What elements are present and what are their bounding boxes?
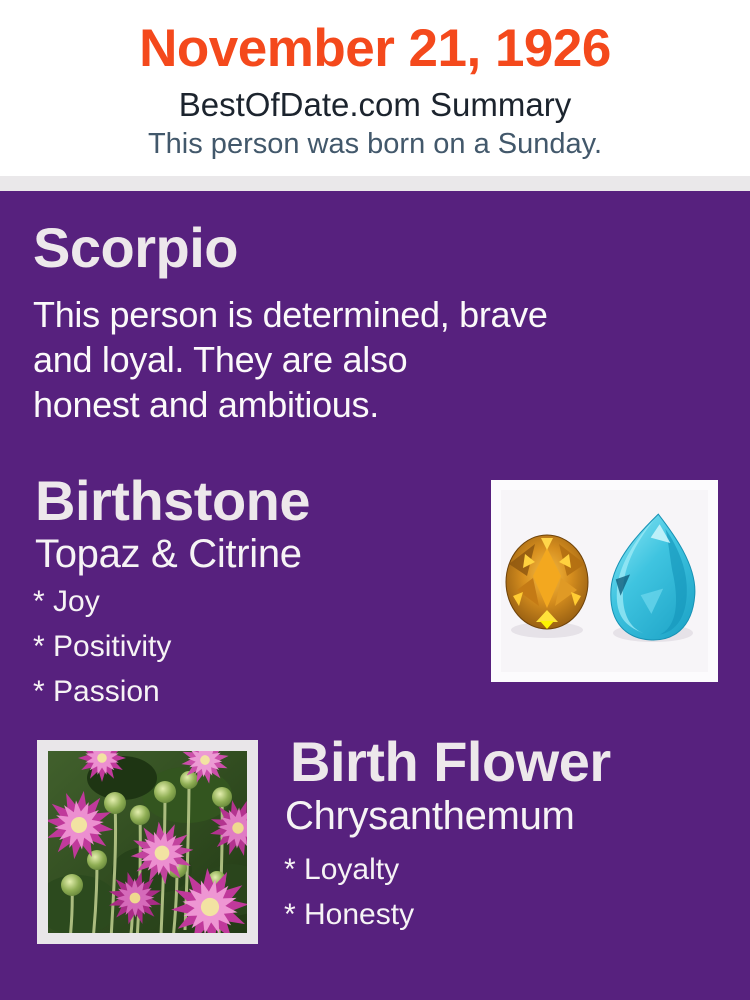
birthstone-trait: * Passion bbox=[33, 675, 160, 708]
header-divider bbox=[0, 176, 750, 191]
birth-flower-name: Chrysanthemum bbox=[285, 794, 575, 838]
weekday-text: This person was born on a Sunday. bbox=[147, 128, 603, 160]
zodiac-description bbox=[33, 292, 548, 427]
birthstone-names: Topaz & Citrine bbox=[35, 532, 302, 576]
birth-flower-trait: * Loyalty bbox=[284, 853, 400, 886]
topaz-citrine-gems-image bbox=[491, 480, 718, 682]
header bbox=[0, 0, 750, 176]
birth-flower-heading: Birth Flower bbox=[290, 730, 611, 793]
site-summary-subtitle: BestOfDate.com Summary bbox=[178, 86, 572, 123]
zodiac-description-line: honest and ambitious. bbox=[33, 384, 379, 425]
birth-flower-trait: * Honesty bbox=[284, 898, 415, 931]
birthstone-photo bbox=[491, 480, 718, 682]
birth-flower-photo bbox=[37, 740, 258, 944]
zodiac-sign-heading: Scorpio bbox=[33, 216, 238, 279]
page-title: November 21, 1926 bbox=[139, 19, 611, 78]
birthstone-trait: * Positivity bbox=[33, 630, 172, 663]
zodiac-description-line: and loyal. They are also bbox=[33, 339, 408, 380]
birthstone-trait: * Joy bbox=[33, 585, 100, 618]
chrysanthemum-flowers-image bbox=[37, 740, 258, 944]
birthstone-heading: Birthstone bbox=[35, 469, 310, 532]
zodiac-description-line: This person is determined, brave bbox=[33, 294, 548, 335]
